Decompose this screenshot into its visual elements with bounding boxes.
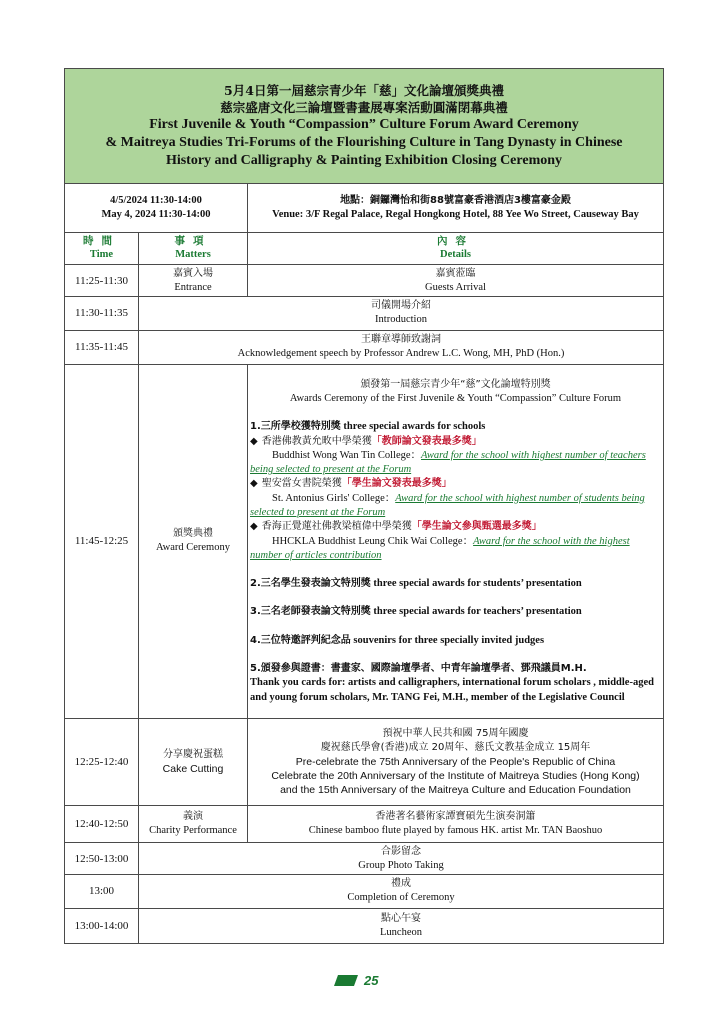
header-time-en: Time	[89, 249, 114, 261]
table-row	[65, 842, 664, 874]
row-detail-en: Guests Arrival	[425, 281, 486, 293]
award-details	[248, 364, 664, 718]
award-section-4	[250, 634, 661, 648]
school-3	[250, 520, 661, 534]
school-1-award-en: Award for the school with highest number of teachers being selected to present at the Forum	[250, 449, 646, 476]
award-section-2-en: three special awards for students’ presentation	[373, 578, 582, 590]
row-detail-en: Introduction	[375, 314, 427, 326]
school-1	[250, 435, 661, 449]
school-3-award-cn: 「學生論文參與甄選最多獎」	[411, 521, 542, 533]
venue-en: Venue: 3/F Regal Palace, Regal Hongkong Hotel, 88 Yee Wo Street, Causeway Bay	[272, 208, 639, 220]
row-detail-cn: 香港著名藝術家譚寶碩先生演奏洞簫	[375, 810, 536, 822]
row-detail	[139, 875, 664, 908]
row-detail-cn: 王聯章導師致謝詞	[361, 334, 441, 346]
school-3-award-en: Award for the school with the highest number of articles contribution	[250, 535, 630, 561]
row-detail-cn: 司儀開場介紹	[371, 300, 431, 312]
diamond-bullet-icon: ◆	[250, 435, 258, 447]
school-2-award-cn: 「學生論文發表最多獎」	[341, 478, 452, 490]
row-time: 12:50-13:00	[65, 842, 139, 874]
row-matter-cn: 分享慶祝蛋糕	[163, 748, 223, 760]
row-detail-cn: 嘉賓蒞臨	[435, 267, 476, 279]
school-1-en: Buddhist Wong Wan Tin College：	[272, 449, 422, 461]
row-matter-en: Award Ceremony	[156, 542, 230, 554]
row-matter-cn: 頒獎典禮	[173, 528, 213, 540]
school-2-en: St. Antonius Girls' College：	[272, 492, 396, 504]
award-section-4-cn: 4.三位特邀評判紀念品	[250, 634, 351, 646]
title-en-line2: & Maitreya Studies Tri-Forums of the Flourishing Culture in Tang Dynasty in Chinese	[105, 135, 623, 151]
event-date	[65, 184, 248, 232]
row-detail	[248, 805, 664, 842]
row-matter	[139, 364, 248, 718]
table-row	[65, 718, 664, 805]
school-2-award-en: Award for the school with highest number of students being selected to present at the Forum	[250, 492, 645, 518]
table-row	[65, 330, 664, 364]
row-detail-cn-2: 慶祝慈氏學會(香港)成立 20周年、慈氏文教基金成立 15周年	[320, 741, 591, 753]
award-section-3-cn: 3.三名老師發表論文特別獎	[250, 606, 371, 618]
row-detail-en: Completion of Ceremony	[347, 892, 455, 904]
table-row	[65, 364, 664, 718]
header-time	[65, 232, 139, 264]
table-row	[65, 297, 664, 330]
event-date-line2: May 4, 2024 11:30-14:00	[101, 208, 211, 220]
title-banner	[65, 69, 664, 184]
award-section-4-en: souvenirs for three specially invited judges	[353, 634, 545, 646]
award-section-2	[250, 577, 661, 591]
header-matters-cn: 事項	[174, 235, 212, 248]
award-section-1-en: three special awards for schools	[343, 421, 486, 433]
programme-table	[64, 68, 664, 944]
row-detail-cn-1: 預祝中華人民共和國 75周年國慶	[382, 727, 529, 739]
header-matters-en: Matters	[175, 249, 211, 261]
row-detail-en-1: Pre-celebrate the 75th Anniversary of the People's Republic of China	[295, 755, 616, 768]
header-details-en: Details	[440, 249, 471, 261]
row-matter	[139, 264, 248, 296]
title-cn-line1: 5月4日第一屆慈宗青少年「慈」文化論壇頒獎典禮	[224, 83, 504, 99]
row-matter	[139, 805, 248, 842]
school-1-cn: 香港佛教黃允畋中學榮獲	[261, 435, 372, 447]
row-matter-cn: 義演	[183, 810, 203, 822]
school-3-en: HHCKLA Buddhist Leung Chik Wai College：	[272, 535, 474, 547]
award-section-3	[250, 605, 661, 619]
award-heading-en: Awards Ceremony of the First Juvenile & Youth “Compassion” Culture Forum	[289, 392, 622, 404]
table-row	[65, 875, 664, 908]
row-matter	[139, 718, 248, 805]
header-time-cn: 時間	[83, 235, 120, 248]
event-date-line1: 4/5/2024 11:30-14:00	[110, 194, 202, 206]
school-3-cn: 香海正覺蓮社佛教梁植偉中學榮獲	[261, 521, 412, 533]
row-time: 11:35-11:45	[65, 330, 139, 364]
page-number: 25	[364, 972, 379, 988]
row-time: 13:00	[65, 875, 139, 908]
row-matter-en: Cake Cutting	[162, 762, 224, 775]
award-section-1	[250, 420, 661, 434]
row-detail	[139, 297, 664, 330]
row-detail	[139, 908, 664, 943]
title-en-line3: History and Calligraphy & Painting Exhibition Closing Ceremony	[165, 153, 563, 169]
header-matters	[139, 232, 248, 264]
award-section-2-cn: 2.三名學生發表論文特別獎	[250, 578, 371, 590]
row-time: 11:25-11:30	[65, 264, 139, 296]
row-detail-en: Luncheon	[380, 926, 422, 938]
title-cn-line2: 慈宗盛唐文化三論壇暨書畫展專案活動圓滿閉幕典禮	[220, 100, 508, 116]
row-time: 12:40-12:50	[65, 805, 139, 842]
venue	[248, 184, 664, 232]
row-detail-en-2: Celebrate the 20th Anniversary of the Institute of Maitreya Studies (Hong Kong)	[271, 769, 640, 782]
diamond-bullet-icon: ◆	[250, 478, 258, 490]
award-section-5-cn: 5.頒發參與證書：書畫家、國際論壇學者、中青年論壇學者、鄧飛議員M.H.	[250, 663, 587, 675]
table-row	[65, 264, 664, 296]
page-footer	[336, 972, 378, 988]
row-detail-en-3: and the 15th Anniversary of the Maitreya Culture and Education Foundation	[280, 783, 631, 796]
school-2	[250, 477, 661, 491]
header-details	[248, 232, 664, 264]
row-detail-cn: 點心午宴	[381, 912, 421, 924]
school-2-cn: 聖安當女書院榮獲	[261, 478, 342, 490]
venue-cn: 地點：銅鑼灣怡和街88號富豪香港酒店3樓富豪金殿	[340, 194, 571, 206]
award-section-5-en: Thank you cards for: artists and calligraphers, international forum scholars , middle-aged and young forum scholars, Mr. TANG Fei, M.H., member of the Legislative Council	[250, 677, 654, 703]
table-row	[65, 805, 664, 842]
table-row	[65, 908, 664, 943]
school-1-award-cn: 「教師論文發表最多獎」	[371, 435, 482, 447]
row-detail-cn: 合影留念	[381, 845, 421, 857]
title-en-line1: First Juvenile & Youth “Compassion” Culture Forum Award Ceremony	[149, 117, 579, 133]
diamond-bullet-icon: ◆	[250, 521, 258, 533]
row-matter-en: Charity Performance	[149, 824, 237, 836]
header-details-cn: 內容	[437, 235, 474, 248]
row-detail-en: Acknowledgement speech by Professor Andrew L.C. Wong, MH, PhD (Hon.)	[237, 348, 565, 360]
row-time: 11:45-12:25	[65, 364, 139, 718]
row-matter-cn: 嘉賓入場	[173, 267, 213, 279]
award-section-1-cn: 1.三所學校獲特別獎	[250, 421, 341, 433]
row-time: 11:30-11:35	[65, 297, 139, 330]
row-detail	[248, 718, 664, 805]
row-time: 13:00-14:00	[65, 908, 139, 943]
row-detail	[248, 264, 664, 296]
row-matter-en: Entrance	[174, 281, 212, 293]
award-heading-cn: 頒發第一屆慈宗青少年“慈”文化論壇特別獎	[360, 378, 551, 390]
row-detail-en: Chinese bamboo flute played by famous HK. artist Mr. TAN Baoshuo	[308, 824, 603, 836]
row-detail	[139, 842, 664, 874]
footer-mark-icon	[334, 975, 358, 986]
row-detail-en: Group Photo Taking	[358, 859, 444, 871]
row-detail-cn: 禮成	[391, 878, 411, 890]
row-detail	[139, 330, 664, 364]
row-time: 12:25-12:40	[65, 718, 139, 805]
award-section-3-en: three special awards for teachers’ presentation	[373, 606, 582, 618]
